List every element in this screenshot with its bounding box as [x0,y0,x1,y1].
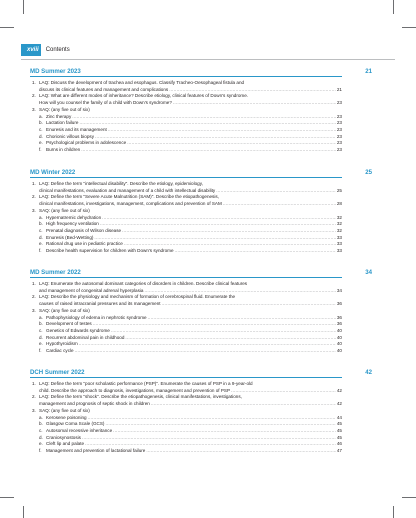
dot-leader [81,147,336,154]
toc-entry[interactable] [30,93,342,106]
entry-text: SAQ: (any five out of six) [39,207,90,213]
dot-leader [231,388,336,395]
crop-mark [0,27,14,28]
entry-text: SAQ: (any five out of six) [39,106,90,112]
entry-text: How will you counsel the family of a child with Down's syndrome? [39,100,172,106]
entry-number: a. [39,314,43,320]
section-title: MD Winter 2022 [30,169,76,176]
entry-number: 2. [32,394,36,400]
toc-entry[interactable] [30,381,342,394]
dot-leader [175,248,336,255]
dot-leader [93,321,336,328]
entry-number: b. [39,421,43,427]
toc-section [30,68,372,154]
entry-text: Describe health supervision for children with Down's syndrome [46,248,174,254]
entry-page-number: 45 [336,421,342,427]
entry-number: 1. [32,281,36,286]
entry-line [46,328,342,335]
entry-number: d. [39,434,43,440]
dot-leader [88,415,336,422]
crop-mark [402,27,416,28]
entry-line [46,235,342,242]
toc-section [30,269,372,355]
entry-text: Cardiac cycle [46,348,74,354]
entry-number: a. [39,113,43,119]
header-rule [21,59,395,60]
entry-number: d. [39,133,43,139]
entry-text: clinical manifestations, evaluation and management of a child with intellectual disability [39,187,216,193]
entry-text: Craniosynostosis [46,434,81,440]
entry-text: Rational drug use in pediatric practice [46,241,123,247]
entry-line [39,301,342,308]
entry-number: 3. [32,307,36,313]
entry-number: d. [39,334,43,340]
entry-number: a. [39,414,43,420]
crop-mark [0,497,14,498]
entry-text: child. Describe the approach to diagnosis, investigations, management and prevention of PSP [39,387,231,393]
entry-line [39,208,342,215]
toc-entry[interactable] [30,215,342,222]
toc-entry[interactable] [30,228,342,235]
entry-line [46,415,342,422]
entry-page-number: 46 [336,441,342,447]
dot-leader [108,127,336,134]
toc-entry[interactable] [30,441,342,448]
dot-leader [148,315,336,322]
dot-leader [144,288,335,295]
entry-number: e. [39,341,43,347]
entry-text: Enuresis and its management [46,126,107,132]
toc-entry[interactable] [30,394,342,407]
toc-entry[interactable] [30,308,342,315]
section-heading [30,68,372,77]
entry-page-number: 45 [336,434,342,440]
section-heading [30,169,372,178]
entry-line [39,388,342,395]
dot-leader [82,435,336,442]
entry-page-number: 32 [336,221,342,227]
entry-line [39,401,342,408]
entry-text: Pathophysiology of edema in nephrotic syndrome [46,314,147,320]
entry-page-number: 23 [336,133,342,139]
entry-number: 1. [32,381,36,386]
entry-number: f. [39,348,42,354]
entry-line [46,321,342,328]
entry-text: clinical manifestations, investigations, management, complications and prevention of SAM [39,201,222,207]
entry-text: Chorionic villous biopsy [46,133,95,139]
entry-text: discuss its clinical features and management and complications [39,86,169,92]
toc-entry[interactable] [30,140,342,147]
entry-page-number: 36 [336,301,342,307]
dot-leader [216,188,336,195]
dot-leader [124,241,336,248]
toc-entry[interactable] [30,114,342,121]
entry-page-number: 21 [336,86,342,92]
toc-entry[interactable] [30,328,342,335]
entry-line [46,335,342,342]
entry-page-number: 25 [336,187,342,193]
entry-page-number: 40 [336,327,342,333]
entry-page-number: 36 [336,321,342,327]
entry-number: c. [39,126,43,132]
entry-line [39,87,342,94]
entry-line [46,448,342,455]
entry-page-number: 23 [336,113,342,119]
dot-leader [72,114,336,121]
section-page-number: 42 [365,369,372,376]
entry-number: a. [39,214,43,220]
entry-page-number: 33 [336,241,342,247]
entry-line [46,228,342,235]
entry-text: Glasgow Coma Scale (GCS) [46,421,105,427]
entry-line [39,408,342,415]
entry-page-number: 23 [336,126,342,132]
entry-text: LAQ: Describe the physiology and mechanism of formation of cerebrospinal fluid. Enumerate the [39,294,236,300]
section-title: MD Summer 2022 [30,269,81,276]
section-page-number: 21 [365,68,372,75]
entry-page-number: 42 [336,401,342,407]
entry-number: 3. [32,106,36,112]
entry-page-number: 23 [336,100,342,106]
entry-line [46,114,342,121]
entry-line [46,315,342,322]
dot-leader [79,341,336,348]
entry-number: 2. [32,294,36,300]
entry-line [46,147,342,154]
entry-line [46,421,342,428]
crop-mark [393,506,394,518]
entry-number: f. [39,248,42,254]
entry-number: c. [39,427,43,433]
dot-leader [127,140,336,147]
entry-text: Psychological problems in adolescence [46,140,127,146]
entry-text: SAQ: (any five out of six) [39,407,90,413]
dot-leader [113,428,336,435]
entry-line [46,221,342,228]
running-title: Contents [45,47,70,53]
toc-section [30,169,372,255]
dot-leader [111,328,336,335]
entry-text: causes of raised intracranial pressures and its management [39,301,161,307]
entry-text: Hypothyroidism [46,341,78,347]
entry-line [46,127,342,134]
entry-text: Prenatal diagnosis of Wilson disease [46,227,122,233]
entry-text: Enuresis (Bed-Wetting) [46,234,94,240]
entry-page-number: 40 [336,334,342,340]
page-number: xviii [21,44,41,56]
entry-number: d. [39,234,43,240]
section-heading [30,269,372,278]
toc-entry[interactable] [30,421,342,428]
toc-entry[interactable] [30,321,342,328]
entry-number: e. [39,441,43,447]
entry-page-number: 33 [336,234,342,240]
entry-text: Kerosene poisoning [46,414,87,420]
entry-page-number: 34 [336,287,342,293]
toc-entry[interactable] [30,315,342,322]
toc-entry[interactable] [30,235,342,242]
dot-leader [173,100,336,107]
entry-page-number: 32 [336,214,342,220]
entry-text: Hypernatremic dehydration [46,214,102,220]
entry-text: Lactation failure [46,120,79,126]
dot-leader [125,335,335,342]
entry-number: c. [39,227,43,233]
entry-page-number: 36 [336,314,342,320]
entry-line [46,134,342,141]
toc-entry[interactable] [30,181,342,194]
entry-number: b. [39,221,43,227]
entry-line [46,348,342,355]
entry-page-number: 23 [336,147,342,153]
entry-text: Autosomal recessive inheritance [46,427,113,433]
dot-leader [105,421,335,428]
entry-number: f. [39,448,42,454]
entry-text: Management and prevention of lactational failure [46,448,146,454]
entry-text: Recurrent abdominal pain in childhood [46,334,125,340]
entry-text: LAQ: Define the term "poor scholastic performance (PSP)". Enumerate the causes of PSP in a 9-year-old [39,381,253,386]
entry-number: e. [39,241,43,247]
entry-text: High frequency ventilation [46,221,99,227]
running-header [21,44,70,56]
entry-text: LAQ: Define the term "shock". Describe the etiopathogenesis, clinical manifestations, investigations, [39,394,242,400]
entry-number: 1. [32,80,36,85]
entry-page-number: 23 [336,140,342,146]
entry-text: LAQ: Discuss the development of trachea and esophagus. Classify Tracheo-Oesophageal fistula and [39,80,245,85]
entry-line [39,308,342,315]
entry-number: 3. [32,207,36,213]
toc-entry[interactable] [30,241,342,248]
toc-entry[interactable] [30,408,342,415]
entry-line [39,201,342,208]
dot-leader [100,221,336,228]
entry-line [46,435,342,442]
entry-page-number: 45 [336,427,342,433]
toc-entry[interactable] [30,448,342,455]
toc-entry[interactable] [30,415,342,422]
toc-entry[interactable] [30,208,342,215]
entry-number: c. [39,327,43,333]
entry-text: LAQ: Enumerate the autosomal dominant categories of disorders in children. Describe clinical features [39,281,248,286]
entry-line [46,140,342,147]
entry-page-number: 47 [336,448,342,454]
entry-page-number: 28 [336,201,342,207]
entry-text: LAQ: Define the term "intellectual disability". Describe the etiology, epidemiology, [39,181,203,186]
entry-text: Zinc therapy [46,113,72,119]
entry-line [46,248,342,255]
dot-leader [75,348,336,355]
entry-number: b. [39,321,43,327]
entry-number: f. [39,147,42,153]
dot-leader [151,401,336,408]
toc-entry[interactable] [30,335,342,342]
dot-leader [94,235,335,242]
entry-line [46,215,342,222]
toc-entry[interactable] [30,107,342,114]
dot-leader [85,441,336,448]
entry-line [46,241,342,248]
dot-leader [102,215,336,222]
entry-line [39,188,342,195]
toc-entry[interactable] [30,127,342,134]
entry-text: and management of congenital adrenal hyperplasia [39,287,144,293]
toc-entry[interactable] [30,428,342,435]
crop-mark [23,0,24,14]
entry-page-number: 40 [336,348,342,354]
entry-line [46,441,342,448]
section-title: DCH Summer 2022 [30,369,85,376]
entry-text: Cleft lip and palate [46,441,85,447]
entry-line [46,428,342,435]
entry-number: 3. [32,407,36,413]
dot-leader [95,134,336,141]
toc-entry[interactable] [30,435,342,442]
toc-entry[interactable] [30,147,342,154]
toc-entry[interactable] [30,341,342,348]
dot-leader [162,301,336,308]
entry-page-number: 42 [336,387,342,393]
entry-page-number: 32 [336,227,342,233]
toc-entry[interactable] [30,120,342,127]
entry-number: 1. [32,181,36,186]
entry-number: b. [39,120,43,126]
entry-number: 2. [32,93,36,99]
entry-text: Development of testes [46,321,92,327]
entry-text: LAQ: Define the term "Severe Acute Malnutrition (SAM)". Describe the etiopathogenesis, [39,194,219,200]
entry-line [39,100,342,107]
toc-entry[interactable] [30,294,342,307]
toc-entry[interactable] [30,281,342,294]
entry-text: management and prognosis of septic shock in children [39,401,150,407]
toc-entry[interactable] [30,248,342,255]
toc-entry[interactable] [30,194,342,207]
entry-line [46,120,342,127]
entry-number: 2. [32,194,36,200]
dot-leader [223,201,336,208]
entry-page-number: 40 [336,341,342,347]
section-title: MD Summer 2023 [30,68,81,75]
toc-entry[interactable] [30,80,342,93]
dot-leader [79,120,335,127]
toc-section [30,369,372,455]
section-heading [30,369,372,378]
crop-mark [23,506,24,518]
toc-entry[interactable] [30,134,342,141]
entry-text: SAQ: (any five out of six) [39,307,90,313]
entry-text: Genetics of Edwards syndrome [46,327,110,333]
entry-text: LAQ: What are different modes of inheritance? Describe etiology, clinical features of Down's syndrome. [39,93,249,99]
entry-number: e. [39,140,43,146]
section-page-number: 34 [365,269,372,276]
entry-line [39,107,342,114]
crop-mark [402,497,416,498]
entry-line [46,341,342,348]
toc-entry[interactable] [30,348,342,355]
entry-page-number: 23 [336,120,342,126]
dot-leader [169,87,336,94]
entry-line [39,288,342,295]
section-page-number: 25 [365,169,372,176]
toc-entry[interactable] [30,221,342,228]
crop-mark [393,0,394,14]
entry-page-number: 44 [336,414,342,420]
dot-leader [146,448,336,455]
entry-text: Burns in children [46,147,81,153]
entry-page-number: 33 [336,248,342,254]
dot-leader [122,228,336,235]
